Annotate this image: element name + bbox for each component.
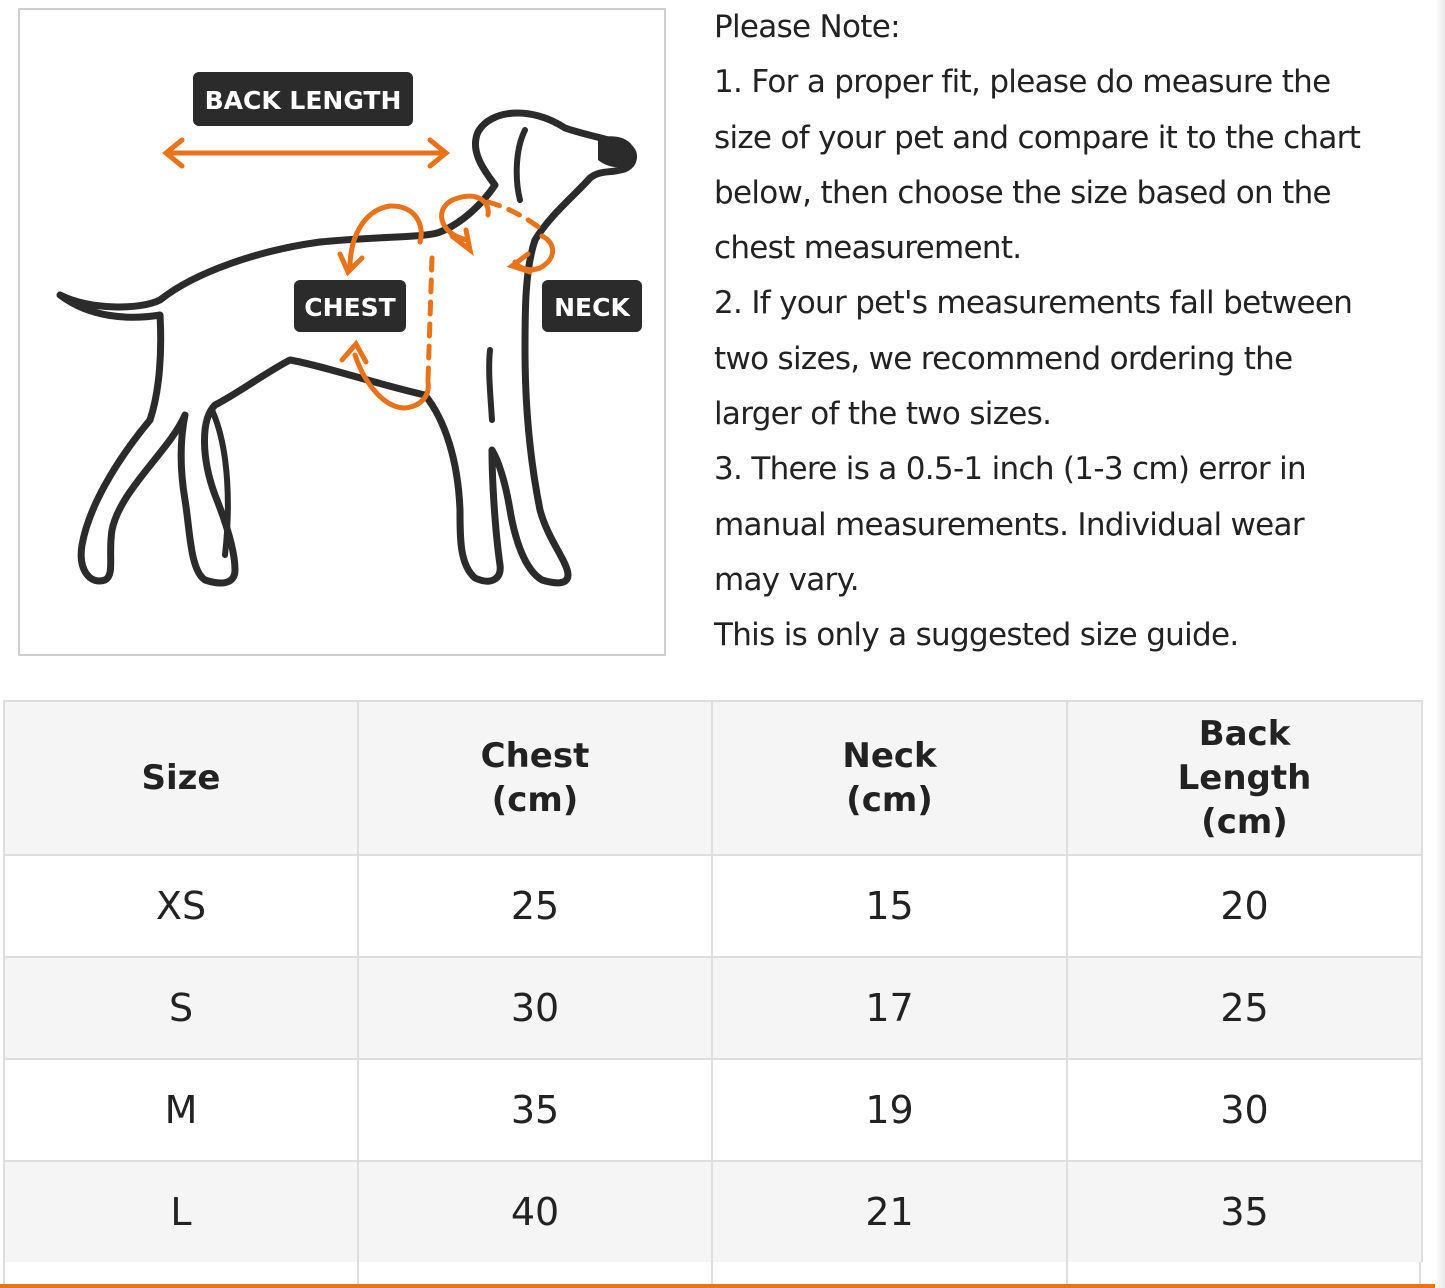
dog-illustration: [20, 10, 666, 656]
cell-chest: 35: [358, 1059, 712, 1161]
dog-leg-line: [489, 350, 492, 420]
note-line: may vary.: [714, 561, 859, 598]
dog-nose: [598, 136, 635, 167]
header-neck-line: Neck: [842, 736, 937, 776]
cell-size: M: [4, 1059, 358, 1161]
label-back-length-text: BACK LENGTH: [204, 86, 402, 115]
size-chart-table: [3, 700, 1423, 1264]
back-length-arrow: [166, 140, 446, 166]
header-chest: [358, 701, 712, 855]
header-size-text: Size: [141, 758, 221, 798]
note-line: chest measurement.: [714, 230, 1022, 267]
right-edge-shadow: [1435, 0, 1445, 1288]
size-notes: [714, 0, 1434, 664]
table-row: [4, 957, 1422, 1059]
label-chest-text: CHEST: [304, 293, 396, 322]
table-row: [4, 1059, 1422, 1161]
cell-back-length: 30: [1067, 1059, 1422, 1161]
cell-size: S: [4, 957, 358, 1059]
note-line: below, then choose the size based on the: [714, 174, 1331, 211]
header-chest-unit: (cm): [491, 780, 579, 820]
header-back-line: Length: [1177, 758, 1312, 798]
notes-heading: Please Note:: [714, 9, 900, 45]
label-neck: [542, 280, 642, 332]
header-chest-line: Chest: [480, 736, 590, 776]
note-line: 2. If your pet's measurements fall between: [714, 285, 1353, 322]
header-back-unit: (cm): [1201, 802, 1288, 842]
cell-chest: 40: [358, 1161, 712, 1263]
cell-size: XS: [4, 855, 358, 957]
header-neck-unit: (cm): [846, 780, 933, 820]
table-row: [4, 1161, 1422, 1263]
label-chest: [294, 280, 406, 332]
dog-outline: [60, 113, 634, 583]
bottom-accent-bar: [0, 1284, 1445, 1288]
header-back-length: [1067, 701, 1422, 855]
header-neck: [712, 701, 1067, 855]
dog-ear: [517, 130, 525, 200]
note-line: manual measurements. Individual wear: [714, 506, 1304, 543]
note-line: two sizes, we recommend ordering the: [714, 340, 1293, 377]
note-line: size of your pet and compare it to the chart: [714, 119, 1361, 156]
label-neck-text: NECK: [554, 293, 630, 322]
note-line: 3. There is a 0.5-1 inch (1-3 cm) error in: [714, 451, 1306, 488]
cell-back-length: 35: [1067, 1161, 1422, 1263]
cell-size: L: [4, 1161, 358, 1263]
note-line: This is only a suggested size guide.: [714, 617, 1239, 654]
cell-back-length: 20: [1067, 855, 1422, 957]
cell-chest: 30: [358, 957, 712, 1059]
cell-neck: 15: [712, 855, 1067, 957]
table-header-row: [4, 701, 1422, 855]
header-back-line: Back: [1198, 714, 1291, 754]
cell-neck: 17: [712, 957, 1067, 1059]
cell-neck: 21: [712, 1161, 1067, 1263]
cell-chest: 25: [358, 855, 712, 957]
note-line: larger of the two sizes.: [714, 396, 1052, 433]
cell-back-length: 25: [1067, 957, 1422, 1059]
header-size: [4, 701, 358, 855]
note-line: 1. For a proper fit, please do measure the: [714, 64, 1331, 101]
dog-measurement-diagram: [18, 8, 666, 656]
label-back-length: [193, 72, 413, 126]
cell-neck: 19: [712, 1059, 1067, 1161]
table-row: [4, 855, 1422, 957]
